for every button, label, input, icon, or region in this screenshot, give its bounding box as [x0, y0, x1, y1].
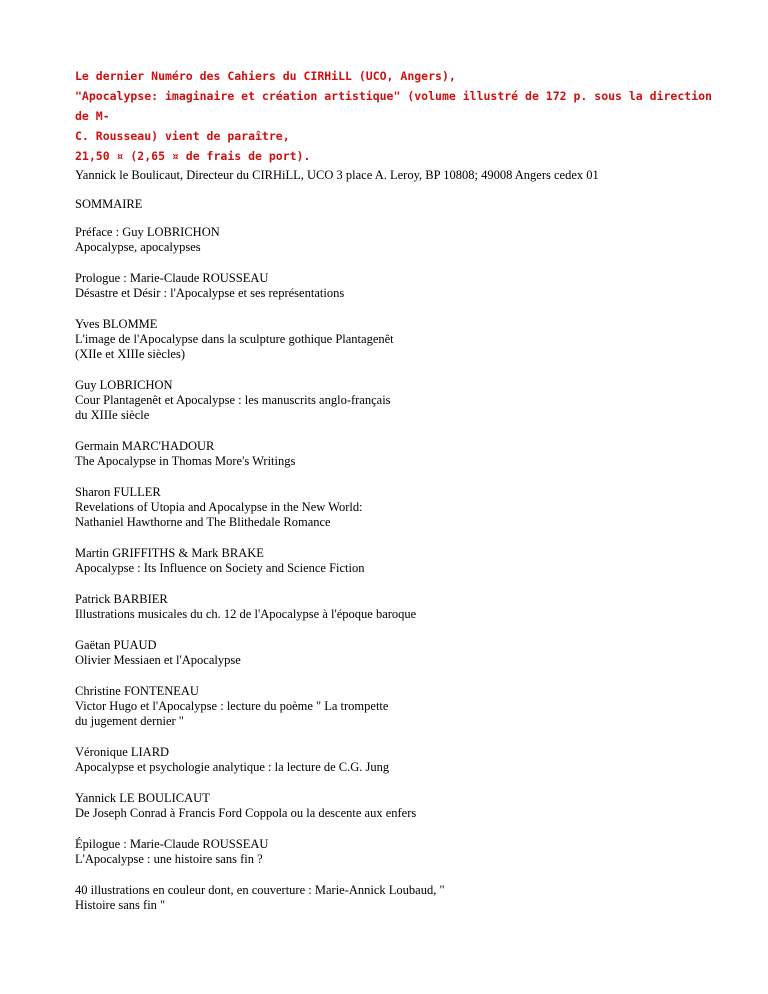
summary-title: SOMMAIRE — [75, 197, 143, 211]
toc-entry — [75, 225, 715, 255]
toc-entry-author: Christine FONTENEAU — [75, 683, 199, 698]
table-of-contents — [75, 225, 715, 913]
toc-entry-title: Olivier Messiaen et l'Apocalypse — [75, 653, 241, 668]
toc-entry-author: Gaëtan PUAUD — [75, 637, 157, 652]
toc-entry-author: Germain MARC'HADOUR — [75, 439, 215, 454]
contact-address: Yannick le Boulicaut, Directeur du CIRHiLL, UCO 3 place A. Leroy, BP 10808; 49008 Angers cedex 01 — [75, 168, 599, 182]
headline-line: Le dernier Numéro des Cahiers du CIRHiLL (UCO, Angers), — [75, 69, 456, 83]
toc-entry — [75, 837, 715, 867]
document-page — [75, 66, 715, 929]
price-line: 21,50 ¤ (2,65 ¤ de frais de port). — [75, 149, 311, 163]
toc-entry — [75, 271, 715, 301]
toc-entry-author: Yannick LE BOULICAUT — [75, 790, 210, 805]
toc-entry-title: Victor Hugo et l'Apocalypse : lecture du poème " La trompette — [75, 698, 389, 713]
toc-entry-author: Véronique LIARD — [75, 744, 170, 759]
toc-entry-author: Patrick BARBIER — [75, 591, 168, 606]
toc-entry-title: Histoire sans fin " — [75, 897, 166, 912]
toc-entry-author: Yves BLOMME — [75, 316, 158, 331]
toc-entry — [75, 638, 715, 668]
toc-entry-title: Apocalypse : Its Influence on Society and Science Fiction — [75, 561, 365, 576]
toc-entry-title: (XIIe et XIIIe siècles) — [75, 347, 186, 362]
toc-entry — [75, 546, 715, 576]
toc-entry-title: Désastre et Désir : l'Apocalypse et ses représentations — [75, 286, 345, 301]
toc-entry-title: Apocalypse, apocalypses — [75, 240, 201, 255]
toc-entry-author: Préface : Guy LOBRICHON — [75, 225, 220, 239]
toc-entry — [75, 592, 715, 622]
toc-entry — [75, 684, 715, 730]
toc-entry-author: 40 illustrations en couleur dont, en couverture : Marie-Annick Loubaud, " — [75, 882, 445, 897]
toc-entry — [75, 317, 715, 363]
toc-entry-title: Nathaniel Hawthorne and The Blithedale Romance — [75, 515, 331, 530]
toc-entry-title: Cour Plantagenêt et Apocalypse : les manuscrits anglo-français — [75, 393, 391, 408]
toc-entry — [75, 883, 715, 913]
toc-entry-author: Épilogue : Marie-Claude ROUSSEAU — [75, 836, 269, 851]
headline-line: C. Rousseau) vient de paraître, — [75, 129, 290, 143]
toc-entry — [75, 745, 715, 775]
toc-entry — [75, 791, 715, 821]
toc-entry-title: De Joseph Conrad à Francis Ford Coppola ou la descente aux enfers — [75, 805, 417, 820]
toc-entry-title: Revelations of Utopia and Apocalypse in the New World: — [75, 500, 363, 515]
toc-entry — [75, 485, 715, 531]
toc-entry-title: du jugement dernier " — [75, 714, 184, 729]
toc-entry-title: Apocalypse et psychologie analytique : la lecture de C.G. Jung — [75, 760, 390, 775]
toc-entry-author: Sharon FULLER — [75, 484, 161, 499]
headline-line: "Apocalypse: imaginaire et création artistique" (volume illustré de 172 p. sous la direction de M- — [75, 89, 712, 123]
toc-entry-author: Guy LOBRICHON — [75, 377, 173, 392]
toc-entry-author: Martin GRIFFITHS & Mark BRAKE — [75, 546, 264, 561]
toc-entry-title: Illustrations musicales du ch. 12 de l'Apocalypse à l'époque baroque — [75, 607, 417, 622]
toc-entry-title: L'Apocalypse : une histoire sans fin ? — [75, 851, 263, 866]
toc-entry-title: du XIIIe siècle — [75, 408, 150, 423]
toc-entry-title: The Apocalypse in Thomas More's Writings — [75, 454, 296, 469]
announcement-headline — [75, 66, 715, 166]
toc-entry-author: Prologue : Marie-Claude ROUSSEAU — [75, 270, 269, 285]
toc-entry — [75, 439, 715, 469]
toc-entry-title: L'image de l'Apocalypse dans la sculpture gothique Plantagenêt — [75, 332, 394, 347]
toc-entry — [75, 378, 715, 424]
